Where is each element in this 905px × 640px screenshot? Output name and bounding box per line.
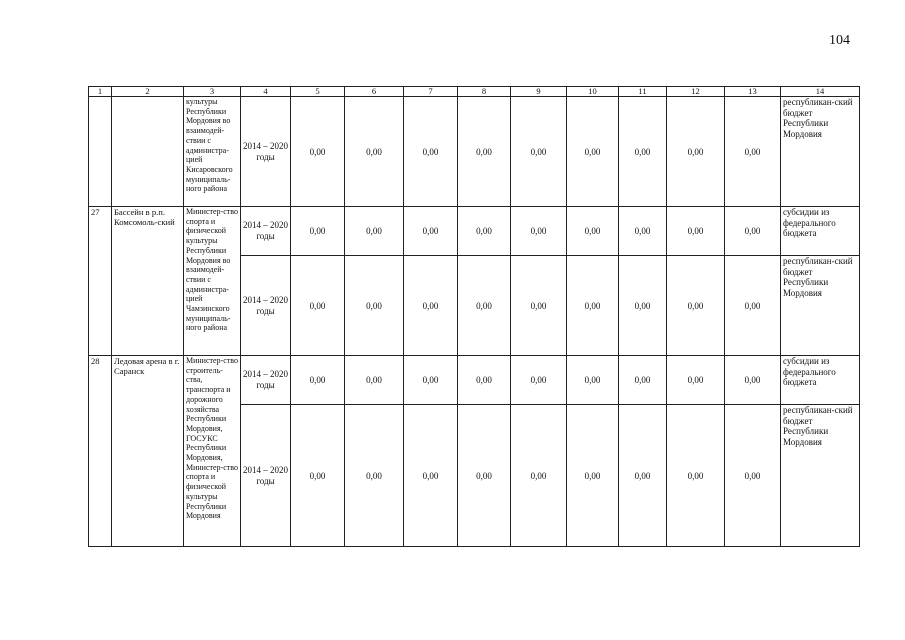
row-number-cell: 28 [89,356,112,547]
value-cell: 0,00 [458,356,511,405]
value-cell: 0,00 [458,405,511,547]
table-row [89,97,860,207]
column-header: 13 [725,87,781,97]
value-cell: 0,00 [567,256,619,356]
value-cell: 0,00 [567,97,619,207]
funding-source-cell: республикан-ский бюджет Республики Мордовия [781,256,860,356]
value-cell: 0,00 [619,97,667,207]
funding-source-cell: республикан-ский бюджет Республики Мордовия [781,405,860,547]
table-row [89,207,860,256]
value-cell: 0,00 [511,356,567,405]
value-cell: 0,00 [345,405,404,547]
period-cell: 2014 – 2020 годы [241,256,291,356]
funding-source-cell: субсидии из федерального бюджета [781,207,860,256]
column-header: 14 [781,87,860,97]
value-cell: 0,00 [725,356,781,405]
value-cell: 0,00 [404,405,458,547]
value-cell: 0,00 [725,207,781,256]
funding-source-cell: субсидии из федерального бюджета [781,356,860,405]
value-cell: 0,00 [458,207,511,256]
row-number-cell: 27 [89,207,112,356]
object-name-cell: Бассейн в р.п. Комсомоль-ский [112,207,184,356]
value-cell: 0,00 [291,256,345,356]
value-cell: 0,00 [511,256,567,356]
executor-cell: культуры Республики Мордовия во взаимодей-ствии с администра-цией Кисаровского муниципаль-ного района [184,97,241,207]
column-header: 1 [89,87,112,97]
column-header: 9 [511,87,567,97]
value-cell: 0,00 [619,405,667,547]
row-number-cell [89,97,112,207]
value-cell: 0,00 [291,405,345,547]
value-cell: 0,00 [345,207,404,256]
executor-cell: Министер-ство строитель-ства, транспорта и дорожного хозяйства Республики Мордовия, ГОСУКС Республики Мордовия, Министер-ство спорта и физической культуры Республики Мордовия [184,356,241,547]
value-cell: 0,00 [291,97,345,207]
period-cell: 2014 – 2020 годы [241,405,291,547]
value-cell: 0,00 [667,256,725,356]
value-cell: 0,00 [667,97,725,207]
column-header: 12 [667,87,725,97]
value-cell: 0,00 [404,356,458,405]
executor-cell: Министер-ство спорта и физической культуры Республики Мордовия во взаимодей-ствии с администра-цией Чамзинского муниципаль-ного района [184,207,241,356]
page-number: 104 [829,33,850,48]
object-name-cell: Ледовая арена в г. Саранск [112,356,184,547]
value-cell: 0,00 [725,256,781,356]
column-header: 2 [112,87,184,97]
column-number-row [89,87,860,97]
value-cell: 0,00 [725,97,781,207]
column-header: 3 [184,87,241,97]
column-header: 6 [345,87,404,97]
value-cell: 0,00 [725,405,781,547]
value-cell: 0,00 [345,256,404,356]
value-cell: 0,00 [567,405,619,547]
value-cell: 0,00 [667,207,725,256]
value-cell: 0,00 [404,256,458,356]
value-cell: 0,00 [567,356,619,405]
period-cell: 2014 – 2020 годы [241,97,291,207]
value-cell: 0,00 [345,356,404,405]
value-cell: 0,00 [667,356,725,405]
value-cell: 0,00 [619,356,667,405]
period-cell: 2014 – 2020 годы [241,356,291,405]
value-cell: 0,00 [567,207,619,256]
column-header: 10 [567,87,619,97]
object-name-cell [112,97,184,207]
column-header: 5 [291,87,345,97]
column-header: 11 [619,87,667,97]
value-cell: 0,00 [291,207,345,256]
value-cell: 0,00 [511,207,567,256]
value-cell: 0,00 [404,207,458,256]
column-header: 7 [404,87,458,97]
value-cell: 0,00 [511,405,567,547]
funding-source-cell: республикан-ский бюджет Республики Мордовия [781,97,860,207]
value-cell: 0,00 [345,97,404,207]
value-cell: 0,00 [458,256,511,356]
period-cell: 2014 – 2020 годы [241,207,291,256]
column-header: 4 [241,87,291,97]
value-cell: 0,00 [404,97,458,207]
program-table [88,86,860,547]
table-row [89,356,860,405]
value-cell: 0,00 [667,405,725,547]
value-cell: 0,00 [619,207,667,256]
column-header: 8 [458,87,511,97]
value-cell: 0,00 [458,97,511,207]
value-cell: 0,00 [511,97,567,207]
value-cell: 0,00 [619,256,667,356]
value-cell: 0,00 [291,356,345,405]
